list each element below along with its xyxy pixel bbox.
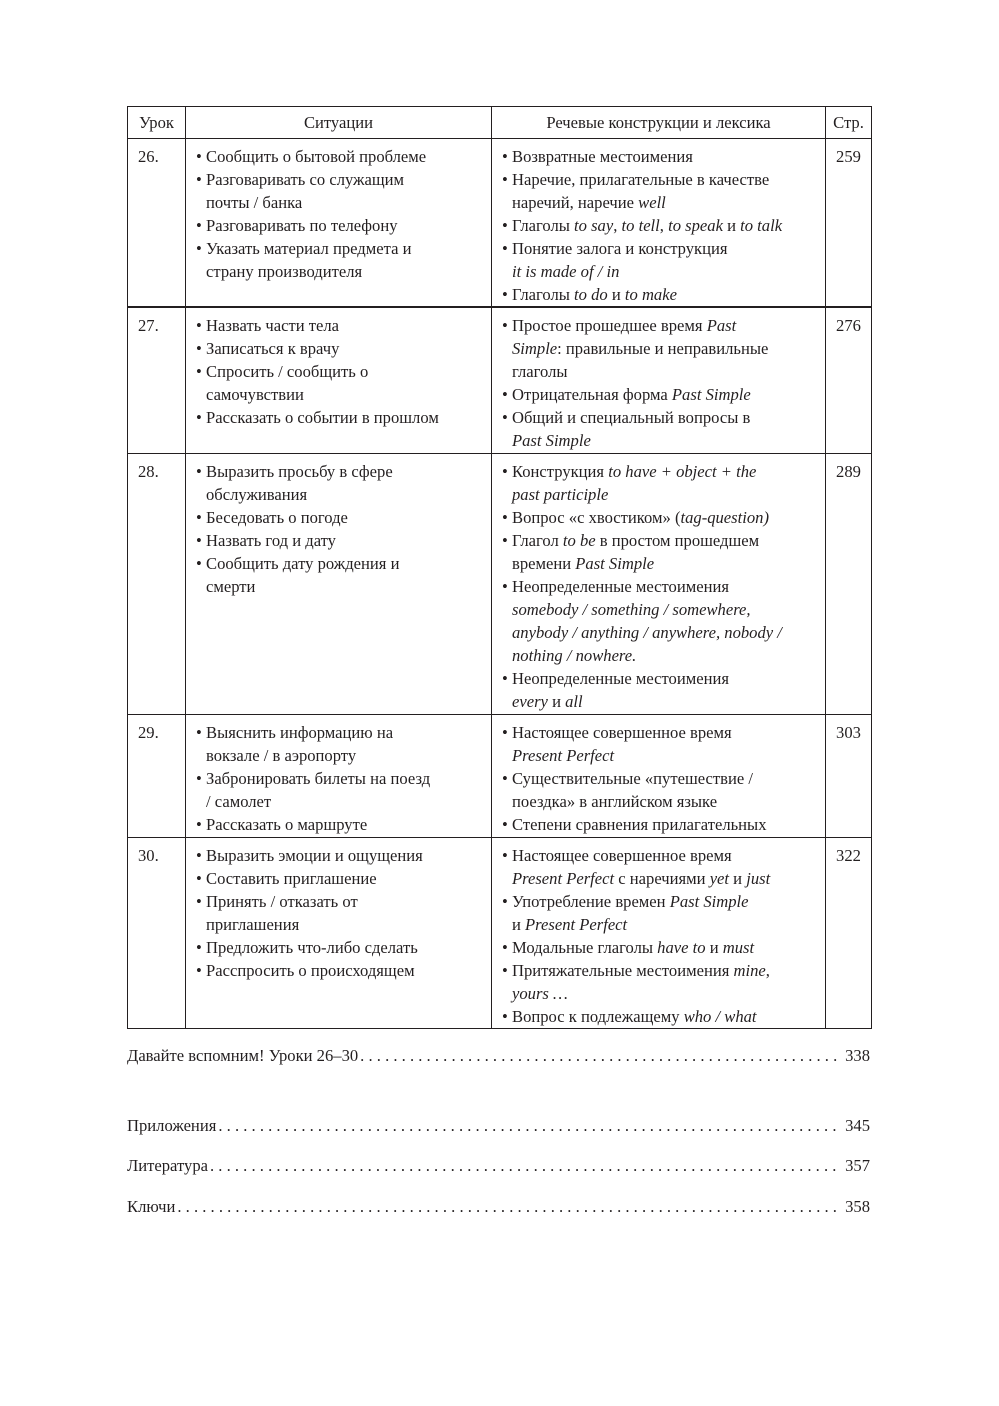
bullet: • [196, 723, 202, 742]
english-term: have to [657, 938, 706, 957]
bullet: • [196, 462, 202, 481]
english-term: Present Perfect [512, 869, 615, 888]
bullet: • [196, 938, 202, 957]
bullet: • [196, 961, 202, 980]
lexis-text [512, 314, 819, 383]
bullet: • [196, 362, 202, 381]
bullet: • [196, 339, 202, 358]
toc-entry[interactable] [127, 1154, 870, 1177]
english-term: Past Simple [575, 554, 655, 573]
lexis-item [502, 383, 819, 406]
bullet: • [502, 938, 508, 957]
text-segment: и [729, 869, 747, 888]
situation-text: Выразить эмоции и ощущения [206, 846, 423, 865]
toc-label[interactable]: Давайте вспомним! Уроки 26–30 [127, 1046, 359, 1065]
english-term: Past Simple [512, 316, 737, 358]
text-segment: Вопрос к подлежащему [512, 1007, 684, 1026]
text-segment: Настоящее совершенное время [512, 846, 732, 865]
bullet: • [502, 846, 508, 865]
situation-item [196, 844, 485, 867]
bullet: • [502, 462, 508, 481]
english-term: yours … [512, 984, 568, 1003]
english-term: to be [562, 531, 596, 550]
situation-item [196, 529, 485, 552]
text-segment: Степени сравнения прилагательных [512, 815, 767, 834]
lesson-number: 27. [128, 307, 186, 454]
lesson-number: 26. [128, 139, 186, 308]
text-segment: Неопределенные местоимения [512, 669, 729, 688]
situation-item [196, 314, 485, 337]
lexis-cell [492, 454, 826, 715]
english-term: to make [624, 285, 677, 304]
text-segment: Общий и специальный вопросы в [512, 408, 751, 427]
situation-item [196, 406, 485, 429]
text-segment: и [705, 938, 723, 957]
text-segment: Простое прошедшее время [512, 316, 707, 335]
bullet: • [502, 170, 508, 189]
header-situations: Ситуации [186, 107, 492, 139]
toc-entry[interactable] [127, 1195, 870, 1218]
situations-cell [186, 307, 492, 454]
situation-text: Составить приглашение [206, 869, 377, 888]
text-segment: , [765, 961, 770, 980]
bullet: • [196, 216, 202, 235]
page-number: 259 [826, 139, 872, 308]
text-segment: Неопределенные местоимения [512, 577, 729, 596]
situation-text: Рассказать о событии в прошлом [206, 408, 439, 427]
situation-item [196, 959, 485, 982]
bullet: • [502, 769, 508, 788]
table-row [128, 307, 872, 454]
lexis-text [512, 145, 819, 168]
lesson-number: 30. [128, 838, 186, 1029]
bullet: • [502, 669, 508, 688]
situation-text: Беседовать о погоде [206, 508, 348, 527]
situations-cell [186, 838, 492, 1029]
lexis-text [512, 168, 819, 214]
table-header-row [128, 107, 872, 139]
lexis-item [502, 168, 819, 214]
situation-text: Записаться к врачу [206, 339, 340, 358]
lexis-item [502, 529, 819, 575]
text-segment: Вопрос «с хвостиком» ( [512, 508, 681, 527]
bullet: • [196, 239, 202, 258]
lexis-item [502, 667, 819, 713]
lexis-text [512, 959, 819, 1005]
english-term: mine [733, 961, 766, 980]
page-number: 322 [826, 838, 872, 1029]
dot-leader [218, 1114, 841, 1137]
text-segment: Употребление времен [512, 892, 670, 911]
text-segment: Отрицательная форма [512, 385, 672, 404]
lexis-item [502, 1005, 819, 1028]
english-term: to talk [740, 216, 783, 235]
bullet: • [196, 815, 202, 834]
situation-text: Сообщить о бытовой проблеме [206, 147, 427, 166]
lexis-text [512, 406, 819, 452]
situation-item [196, 813, 485, 836]
toc-label[interactable]: Ключи [127, 1197, 176, 1216]
english-term: every [512, 692, 548, 711]
toc-entry[interactable] [127, 1044, 870, 1067]
english-term: to have + object + the past participle [512, 462, 757, 504]
lexis-text [512, 667, 819, 713]
situations-cell [186, 139, 492, 308]
bullet: • [502, 961, 508, 980]
bullet: • [196, 147, 202, 166]
text-segment: , [613, 216, 622, 235]
situation-text: Назвать год и дату [206, 531, 336, 550]
lexis-item [502, 214, 819, 237]
text-segment: Настоящее совершенное время [512, 723, 732, 742]
bullet: • [502, 147, 508, 166]
english-term: yet [709, 869, 730, 888]
english-term: Present Perfect [512, 746, 615, 765]
text-segment: с наречиями [614, 869, 710, 888]
bullet: • [196, 554, 202, 573]
lexis-text [512, 529, 819, 575]
situation-text: Сообщить дату рождения и смерти [206, 554, 400, 596]
text-segment: Притяжательные местоимения [512, 961, 734, 980]
bullet: • [196, 316, 202, 335]
lexis-text [512, 890, 819, 936]
bullet: • [502, 239, 508, 258]
lexis-text [512, 936, 819, 959]
situation-text: Разговаривать по телефону [206, 216, 398, 235]
lexis-item [502, 314, 819, 383]
situation-item [196, 145, 485, 168]
lexis-cell [492, 838, 826, 1029]
english-term: to tell [621, 216, 660, 235]
english-term: to speak [668, 216, 723, 235]
situation-text: Принять / отказать от приглашения [206, 892, 358, 934]
text-segment: и [547, 692, 566, 711]
text-segment: Понятие залога и конструкция [512, 239, 728, 258]
situation-text: Выяснить информацию на вокзале / в аэропорту [206, 723, 394, 765]
dot-leader [360, 1044, 841, 1067]
english-term: it is made of / in [512, 262, 620, 281]
lexis-item [502, 506, 819, 529]
text-segment: в простом прошедшем времени [512, 531, 760, 573]
situation-text: Выразить просьбу в сфере обслуживания [206, 462, 393, 504]
situations-cell [186, 715, 492, 838]
table-row [128, 454, 872, 715]
page-number: 289 [826, 454, 872, 715]
lexis-item [502, 959, 819, 1005]
lexis-text [512, 1005, 819, 1028]
bullet: • [196, 769, 202, 788]
toc-label[interactable]: Приложения [127, 1116, 217, 1135]
situation-item [196, 337, 485, 360]
bullet: • [502, 385, 508, 404]
bullet: • [502, 216, 508, 235]
lexis-text [512, 506, 819, 529]
situation-text: Разговаривать со служащим почты / банка [206, 170, 405, 212]
situations-cell [186, 454, 492, 715]
bullet: • [196, 508, 202, 527]
text-segment: и [607, 285, 625, 304]
page-number: 303 [826, 715, 872, 838]
lexis-item [502, 767, 819, 813]
toc-label[interactable]: Литература [127, 1156, 208, 1175]
situation-item [196, 506, 485, 529]
lessons-table [127, 106, 872, 1029]
lexis-text [512, 767, 819, 813]
lexis-item [502, 575, 819, 667]
text-segment: Наречие, прилагательные в качестве наречий, наречие [512, 170, 770, 212]
lexis-item [502, 721, 819, 767]
lexis-item [502, 145, 819, 168]
lexis-item [502, 936, 819, 959]
lexis-item [502, 813, 819, 836]
situation-text: Рассказать о маршруте [206, 815, 368, 834]
header-page: Стр. [826, 107, 872, 139]
situation-item [196, 936, 485, 959]
situation-item [196, 867, 485, 890]
situation-text: Предложить что-либо сделать [206, 938, 418, 957]
english-term: Past Simple [512, 431, 591, 450]
text-segment: и [512, 915, 521, 934]
english-term: tag-question) [680, 508, 769, 527]
text-segment: , [659, 216, 669, 235]
situation-item [196, 767, 485, 813]
lexis-text [512, 237, 819, 283]
text-segment: и [722, 216, 741, 235]
english-term: to say [574, 216, 614, 235]
text-segment: Глагол [512, 531, 563, 550]
bullet: • [196, 531, 202, 550]
toc-page-number: 338 [845, 1046, 870, 1065]
situation-text: Забронировать билеты на поезд / самолет [206, 769, 431, 811]
header-lexis: Речевые конструкции и лексика [492, 107, 826, 139]
bullet: • [502, 316, 508, 335]
lexis-cell [492, 139, 826, 308]
text-segment: Глаголы [512, 285, 575, 304]
lexis-item [502, 283, 819, 306]
bullet: • [502, 531, 508, 550]
situation-text: Расспросить о происходящем [206, 961, 415, 980]
text-segment: : правильные и неправильные глаголы [512, 339, 769, 381]
bullet: • [502, 1007, 508, 1026]
lexis-text [512, 844, 819, 890]
lexis-item [502, 237, 819, 283]
toc-entry[interactable] [127, 1114, 870, 1137]
bullet: • [502, 508, 508, 527]
lexis-text [512, 214, 819, 237]
bullet: • [196, 846, 202, 865]
toc-page-number: 358 [845, 1197, 870, 1216]
toc-page-number: 357 [845, 1156, 870, 1175]
bullet: • [196, 869, 202, 888]
english-term: somebody / something / somewhere, anybody / anything / anywhere, nobody / nothing / nowhere. [512, 600, 782, 665]
dot-leader [210, 1154, 841, 1177]
bullet: • [196, 170, 202, 189]
situation-item [196, 214, 485, 237]
text-segment: Конструкция [512, 462, 609, 481]
english-term: all [565, 692, 583, 711]
bullet: • [502, 408, 508, 427]
situation-item [196, 460, 485, 506]
lexis-item [502, 844, 819, 890]
english-term: Past Simple [669, 892, 749, 911]
lexis-text [512, 575, 819, 667]
table-row [128, 838, 872, 1029]
situation-text: Указать материал предмета и страну производителя [206, 239, 412, 281]
english-term: Past Simple [671, 385, 751, 404]
bullet: • [502, 285, 508, 304]
lexis-cell [492, 715, 826, 838]
situation-item [196, 360, 485, 406]
lesson-number: 29. [128, 715, 186, 838]
lexis-item [502, 460, 819, 506]
bullet: • [196, 408, 202, 427]
english-term: just [746, 869, 771, 888]
lexis-text [512, 721, 819, 767]
bullet: • [502, 577, 508, 596]
lexis-text [512, 283, 819, 306]
situation-item [196, 168, 485, 214]
dot-leader [177, 1195, 841, 1218]
table-row [128, 715, 872, 838]
english-term: Present Perfect [525, 915, 628, 934]
page-number: 276 [826, 307, 872, 454]
text-segment: Глаголы [512, 216, 575, 235]
situation-item [196, 237, 485, 283]
situation-item [196, 890, 485, 936]
english-term: to do [574, 285, 608, 304]
lexis-item [502, 406, 819, 452]
lexis-text [512, 460, 819, 506]
situation-text: Спросить / сообщить о самочувствии [206, 362, 369, 404]
lexis-text [512, 383, 819, 406]
english-term: well [638, 193, 666, 212]
situation-item [196, 552, 485, 598]
lesson-number: 28. [128, 454, 186, 715]
text-segment: Существительные «путешествие / поездка» в английском языке [512, 769, 753, 811]
situation-item [196, 721, 485, 767]
english-term: who / what [683, 1007, 757, 1026]
bullet: • [502, 892, 508, 911]
table-row [128, 139, 872, 308]
text-segment: Возвратные местоимения [512, 147, 693, 166]
toc-page-number: 345 [845, 1116, 870, 1135]
english-term: must [722, 938, 755, 957]
lexis-text [512, 813, 819, 836]
text-segment: Модальные глаголы [512, 938, 658, 957]
lexis-item [502, 890, 819, 936]
bullet: • [502, 723, 508, 742]
lexis-cell [492, 307, 826, 454]
situation-text: Назвать части тела [206, 316, 340, 335]
bullet: • [196, 892, 202, 911]
header-lesson: Урок [128, 107, 186, 139]
bullet: • [502, 815, 508, 834]
